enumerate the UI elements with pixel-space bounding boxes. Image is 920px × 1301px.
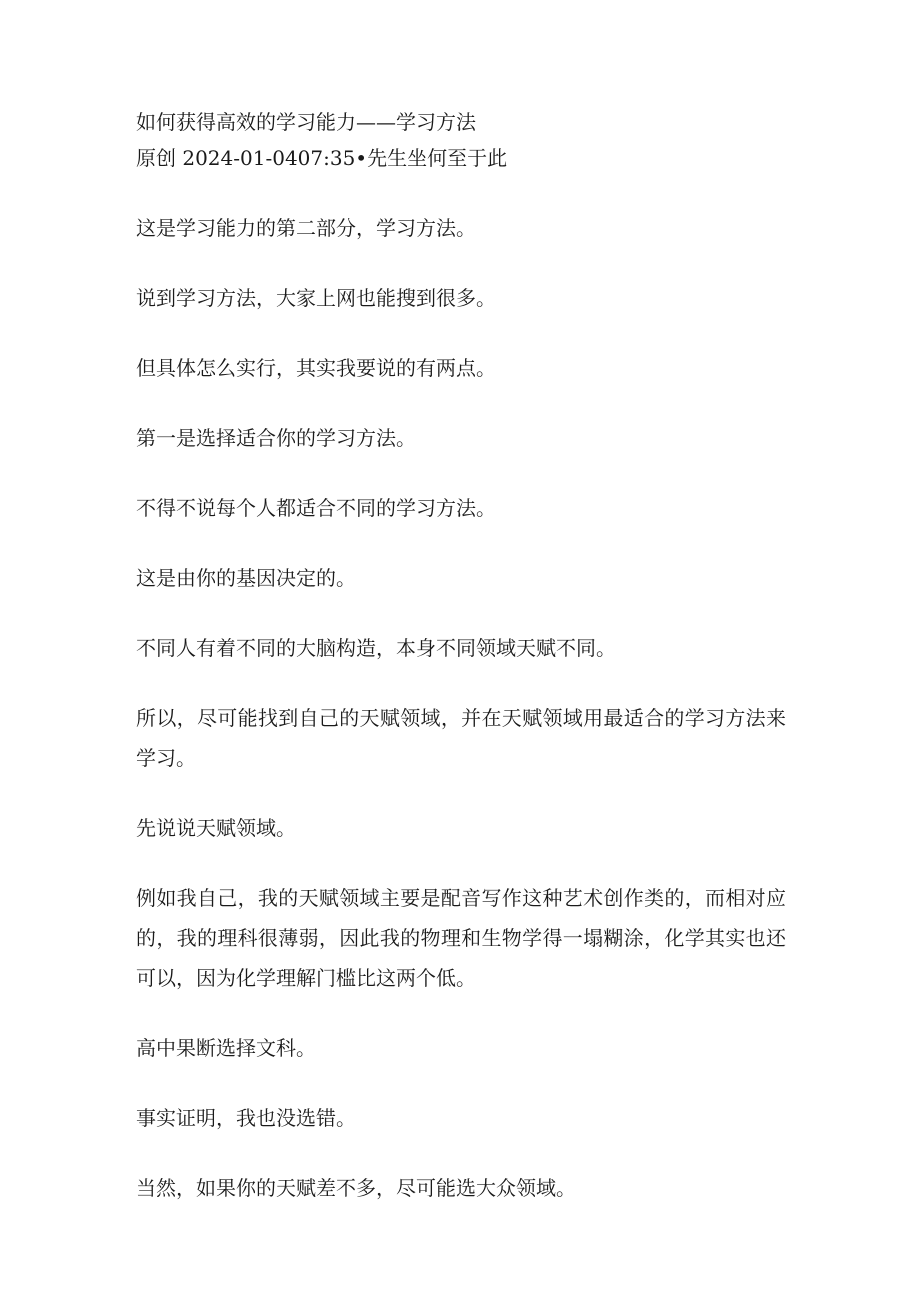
paragraph: 事实证明，我也没选错。 xyxy=(136,1106,356,1130)
paragraph: 不得不说每个人都适合不同的学习方法。 xyxy=(136,496,496,520)
paragraph: 先说说天赋领域。 xyxy=(136,816,296,840)
document-page xyxy=(136,104,786,1238)
paragraph: 高中果断选择文科。 xyxy=(136,1036,316,1060)
paragraph: 当然，如果你的天赋差不多，尽可能选大众领域。 xyxy=(136,1176,576,1200)
paragraph: 所以，尽可能找到自己的天赋领域，并在天赋领域用最适合的学习方法来学习。 xyxy=(136,706,786,770)
paragraph: 说到学习方法，大家上网也能搜到很多。 xyxy=(136,286,496,310)
paragraph: 这是由你的基因决定的。 xyxy=(136,566,356,590)
article-title: 如何获得高效的学习能力——学习方法 xyxy=(136,110,476,134)
article-meta: 原创 2024-01-0407:35•先生坐何至于此 xyxy=(136,146,508,170)
paragraph: 不同人有着不同的大脑构造，本身不同领域天赋不同。 xyxy=(136,636,616,660)
paragraph: 这是学习能力的第二部分，学习方法。 xyxy=(136,216,476,240)
paragraph: 例如我自己，我的天赋领域主要是配音写作这种艺术创作类的，而相对应的，我的理科很薄弱，因此我的物理和生物学得一塌糊涂，化学其实也还可以，因为化学理解门槛比这两个低。 xyxy=(136,886,786,990)
paragraph: 第一是选择适合你的学习方法。 xyxy=(136,426,416,450)
paragraph: 但具体怎么实行，其实我要说的有两点。 xyxy=(136,356,496,380)
